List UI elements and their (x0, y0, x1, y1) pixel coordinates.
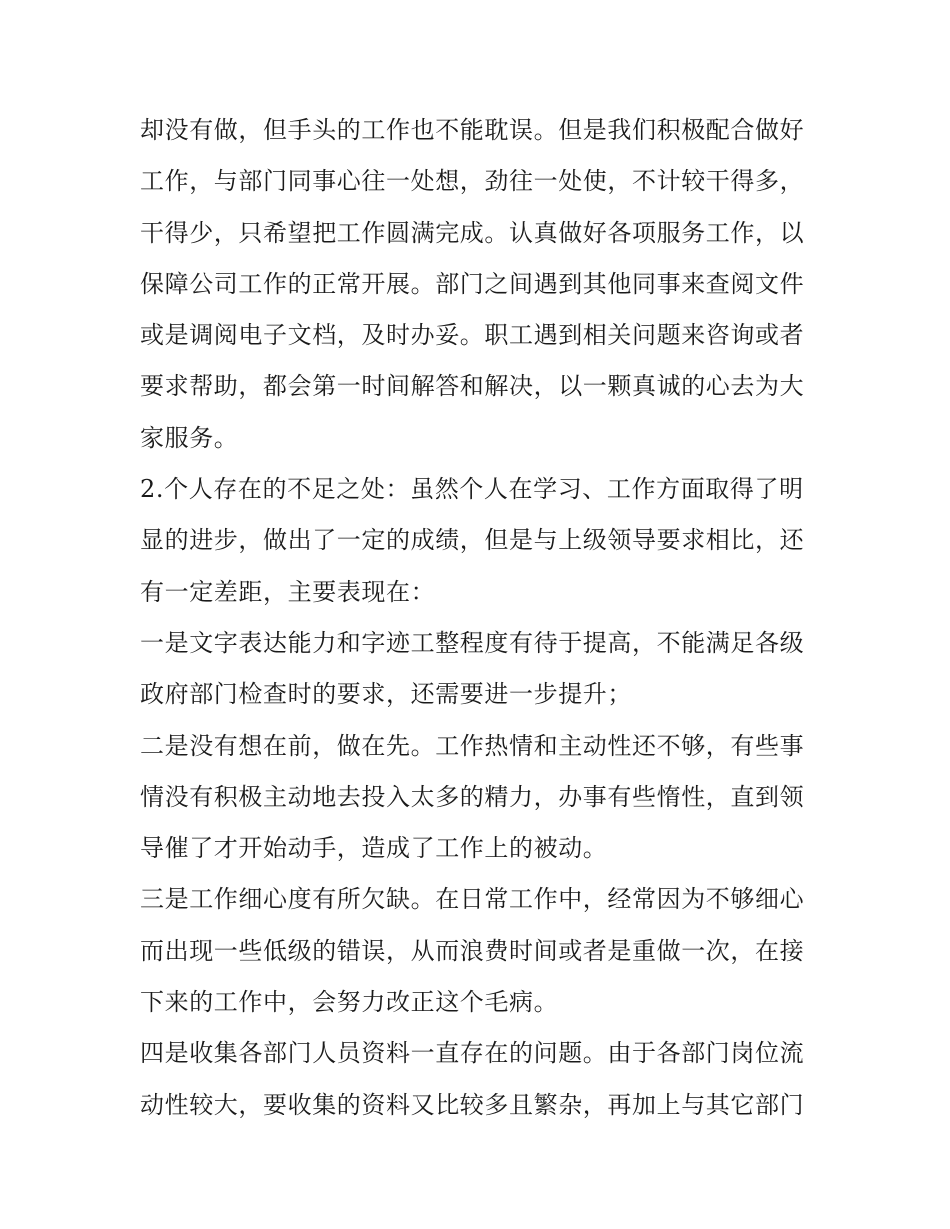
text-line: 导催了才开始动手，造成了工作上的被动。 (140, 834, 608, 863)
text-line: 干得少，只希望把工作圆满完成。认真做好各项服务工作，以 (140, 218, 805, 247)
text-line: 2.个人存在的不足之处：虽然个人在学习、工作方面取得了明 (140, 475, 804, 504)
text-line: 政府部门检查时的要求，还需要进一步提升； (140, 680, 632, 709)
text-line: 显的进步，做出了一定的成绩，但是与上级领导要求相比，还 (140, 526, 805, 555)
text-line: 动性较大，要收集的资料又比较多且繁杂，再加上与其它部门 (140, 1090, 805, 1119)
text-line: 工作，与部门同事心往一处想，劲往一处使，不计较干得多， (140, 167, 805, 196)
text-line: 二是没有想在前，做在先。工作热情和主动性还不够，有些事 (140, 731, 805, 760)
text-line: 而出现一些低级的错误，从而浪费时间或者是重做一次，在接 (140, 936, 805, 965)
text-line: 或是调阅电子文档，及时办妥。职工遇到相关问题来咨询或者 (140, 321, 805, 350)
text-line: 有一定差距，主要表现在： (140, 577, 436, 606)
text-line: 一是文字表达能力和字迹工整程度有待于提高，不能满足各级 (140, 628, 805, 657)
text-line: 保障公司工作的正常开展。部门之间遇到其他同事来查阅文件 (140, 269, 805, 298)
body-text (140, 105, 820, 1131)
text-line: 三是工作细心度有所欠缺。在日常工作中，经常因为不够细心 (140, 885, 805, 914)
text-line: 情没有积极主动地去投入太多的精力，办事有些惰性，直到领 (140, 782, 805, 811)
text-line: 要求帮助，都会第一时间解答和解决，以一颗真诚的心去为大 (140, 372, 805, 401)
text-line: 家服务。 (140, 423, 239, 452)
text-line: 下来的工作中，会努力改正这个毛病。 (140, 988, 559, 1017)
text-line: 却没有做，但手头的工作也不能耽误。但是我们积极配合做好 (140, 116, 805, 144)
text-line: 四是收集各部门人员资料一直存在的问题。由于各部门岗位流 (140, 1039, 805, 1068)
